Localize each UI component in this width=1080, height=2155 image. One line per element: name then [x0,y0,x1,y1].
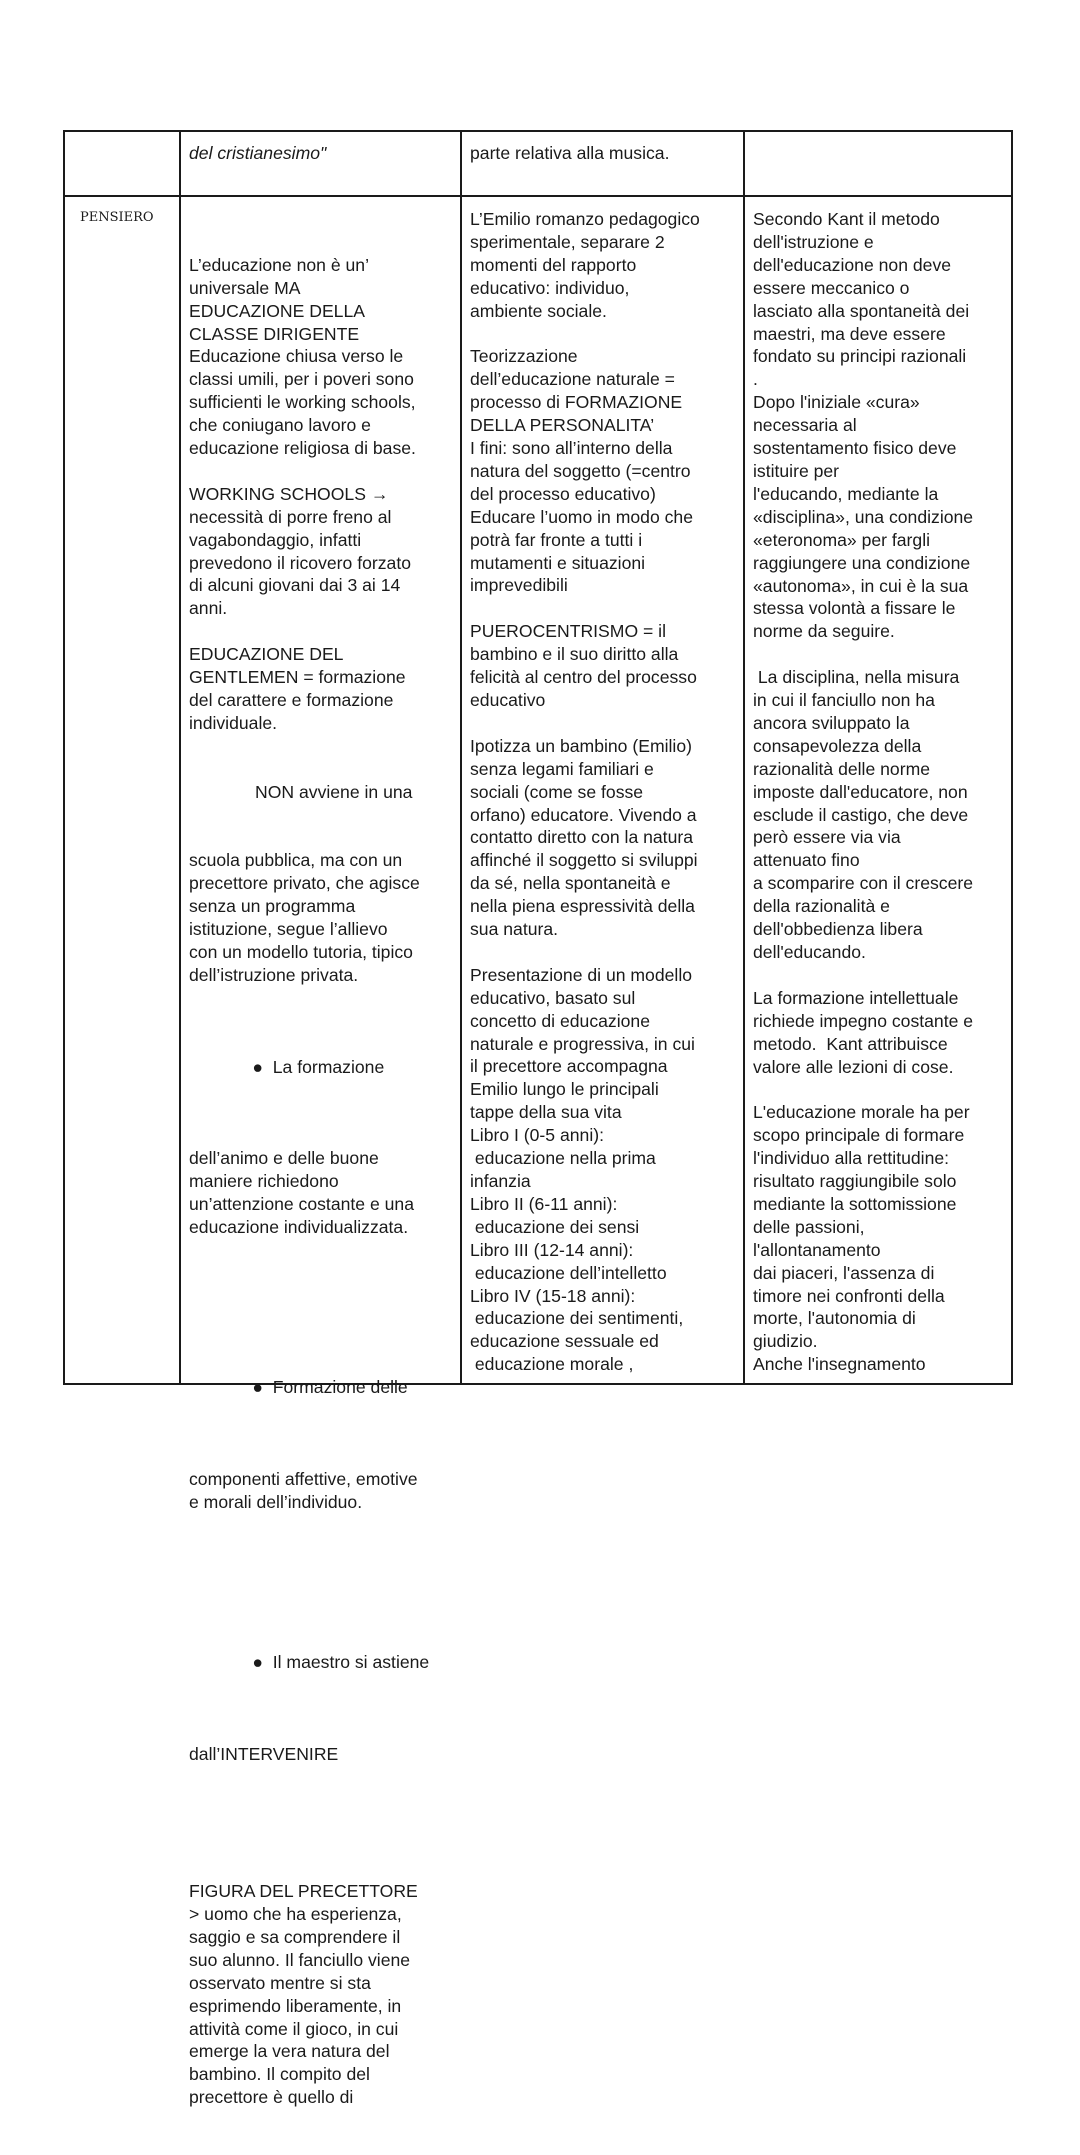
text-line: Presentazione di un modello [470,964,693,985]
text-line: affinché il soggetto si sviluppi [470,850,698,871]
text-line: La disciplina, nella misura [753,667,960,688]
text-line: timore nei confronti della [753,1285,945,1306]
text-line: educazione dei sensi [470,1216,640,1237]
text-line: tappe della sua vita [470,1102,622,1123]
text-line: individuale. [189,712,278,733]
text-line: dai piaceri, l'assenza di [753,1262,935,1283]
text-line: nella piena espressività della [470,896,695,917]
text-line [753,1078,973,1101]
text-line: EDUCAZIONE DEL [189,644,344,665]
text-line: Libro I (0-5 anni): [470,1125,604,1146]
text-line: con un modello tutoria, tipico [189,941,413,962]
text-line: l'individuo alla rettitudine: [753,1148,950,1169]
col1-indented-line: NON avviene in una [255,781,413,802]
table-left-border [63,130,65,1385]
text-line: bambino e il suo diritto alla [470,644,679,665]
bullet-dot: ● [252,1377,273,1398]
text-line: EDUCAZIONE DELLA [189,300,365,321]
text-line: dell'educazione non deve [753,254,952,275]
text-line: educazione religiosa di base. [189,438,416,459]
column-divider-1 [179,130,181,1385]
text-line: precettore è quello di [189,2087,354,2108]
col1-bullet-2-rest [189,1468,429,1514]
text-line: processo di FORMAZIONE [470,392,683,413]
text-line: universale MA [189,277,301,298]
text-line: I fini: sono all’interno della [470,438,673,459]
table-top-border [63,130,1013,132]
text-line: da sé, nella spontaneità e [470,873,671,894]
text-line: vagabondaggio, infatti [189,529,362,550]
bullet-dot: ● [252,1652,273,1673]
text-line [753,964,973,987]
text-line: sperimentale, separare 2 [470,231,665,252]
text-line: dell’animo e delle buone [189,1148,379,1169]
text-line: scuola pubblica, ma con un [189,850,403,871]
text-line: mutamenti e situazioni [470,552,646,573]
text-line: consapevolezza della [753,735,922,756]
text-line: l'allontanamento [753,1239,881,1260]
col2-content [470,208,700,1376]
col3-content [753,208,973,1376]
text-line: il precettore accompagna [470,1056,668,1077]
text-line: richiede impegno costante e [753,1010,974,1031]
text-line: esprimendo liberamente, in [189,1995,402,2016]
text-line: ancora sviluppato la [753,712,910,733]
col1-bullet-1: ● La formazione [252,1056,385,1077]
text-line: senza un programma [189,896,356,917]
col1-paragraphs-a [189,254,429,735]
col1-bullet-3: ● Il maestro si astiene [252,1652,430,1673]
text-line: fondato su principi razionali [753,346,967,367]
text-line: Dopo l'iniziale «cura» [753,392,920,413]
text-line [470,597,700,620]
text-line: felicità al centro del processo [470,667,697,688]
col1-bullet-2: ● Formazione delle [252,1377,408,1398]
text-line: istituzione, segue l’allievo [189,919,388,940]
text-line [470,323,700,346]
text-line: momenti del rapporto [470,254,637,275]
text-line: naturale e progressiva, in cui [470,1033,695,1054]
top-row-col1: del cristianesimo" [189,143,327,163]
text-line: dell'istruzione e [753,231,874,252]
text-line: del processo educativo) [470,483,656,504]
text-line: necessità di porre freno al [189,506,392,527]
text-line: PUEROCENTRISMO = il [470,621,666,642]
text-line: Anche l'insegnamento [753,1354,926,1375]
text-line: Libro IV (15-18 anni): [470,1285,636,1306]
text-line: dell'educando. [753,941,866,962]
text-line: attività come il gioco, in cui [189,2018,399,2039]
text-line: L’Emilio romanzo pedagogico [470,209,700,229]
text-line: esclude il castigo, che deve [753,804,969,825]
text-line: dell’istruzione privata. [189,964,359,985]
text-line: istituire per [753,460,840,481]
text-line: educativo: individuo, [470,277,630,298]
text-line: razionalità delle norme [753,758,931,779]
text-line: maniere richiedono [189,1171,339,1192]
text-line: morte, l'autonomia di [753,1308,916,1329]
col1-bullet-3-rest [189,1743,429,1766]
text-line: sostentamento fisico deve [753,438,957,459]
text-line: risultato raggiungibile solo [753,1171,957,1192]
text-line: della razionalità e [753,896,890,917]
text-line: ambiente sociale. [470,300,607,321]
text-line: necessaria al [753,415,857,436]
text-line: «eteronoma» per fargli [753,529,931,550]
text-line: Secondo Kant il metodo [753,209,940,229]
text-line: imprevedibili [470,575,568,596]
text-line: norme da seguire. [753,621,895,642]
text-line: DELLA PERSONALITA’ [470,415,655,436]
text-line: in cui il fanciullo non ha [753,690,935,711]
text-line: educativo [470,690,546,710]
text-line: L’educazione non è un’ [189,254,370,275]
text-line: componenti affettive, emotive [189,1468,418,1489]
text-line: natura del soggetto (=centro [470,460,691,481]
text-line: che coniugano lavoro e [189,415,371,436]
text-line: di alcuni giovani dai 3 ai 14 [189,575,401,596]
text-line: anni. [189,598,228,619]
text-line: suo alunno. Il fanciullo viene [189,1949,411,1970]
text-line: saggio e sa comprendere il [189,1926,401,1947]
text-line: educazione nella prima [470,1148,656,1169]
text-line: l'educando, mediante la [753,483,939,504]
text-line: a scomparire con il crescere [753,873,973,894]
text-line: attenuato fino [753,850,860,871]
text-line: stessa volontà a fissare le [753,598,956,619]
text-line: educazione sessuale ed [470,1331,659,1352]
text-line: Educare l’uomo in modo che [470,506,693,527]
text-line: metodo. Kant attribuisce [753,1033,948,1054]
text-line: WORKING SCHOOLS → [189,483,389,504]
col1-paragraphs-c [189,1880,429,2109]
text-line: precettore privato, che agisce [189,873,420,894]
text-line: essere meccanico o [753,277,910,298]
text-line [189,620,429,643]
text-line: «autonoma», in cui è la sua [753,575,969,596]
text-line: > uomo che ha esperienza, [189,1903,402,1924]
text-line: dall’INTERVENIRE [189,1743,339,1764]
text-line: La formazione intellettuale [753,987,959,1008]
text-line: imposte dall'educatore, non [753,781,968,802]
text-line: «disciplina», una condizione [753,506,974,527]
text-line: Libro III (12-14 anni): [470,1239,634,1260]
text-line: scopo principale di formare [753,1125,965,1146]
col1-bullet-1-rest [189,1147,429,1239]
text-line: giudizio. [753,1331,818,1352]
row-label-pensiero: PENSIERO [80,210,154,225]
text-line: Emilio lungo le principali [470,1079,659,1100]
text-line: del carattere e formazione [189,690,394,710]
text-line: lasciato alla spontaneità dei [753,300,970,321]
text-line: Teorizzazione [470,346,578,367]
table-right-border [1011,130,1013,1385]
text-line: Ipotizza un bambino (Emilio) [470,735,692,756]
text-line [189,460,429,483]
text-line: osservato mentre si sta [189,1972,371,1993]
text-line: bambino. Il compito del [189,2064,370,2085]
text-line: GENTLEMEN = formazione [189,667,406,688]
text-line [470,712,700,735]
text-line: un’attenzione costante e una [189,1193,414,1214]
text-line: contatto diretto con la natura [470,827,693,848]
text-line: mediante la sottomissione [753,1193,957,1214]
text-line: educazione dell’intelletto [470,1262,667,1283]
text-line: classi umili, per i poveri sono [189,369,414,390]
text-line: CLASSE DIRIGENTE [189,323,360,344]
col1-content [189,208,429,2155]
text-line: senza legami familiari e [470,758,654,779]
text-line: educazione morale , [470,1354,634,1375]
row-divider [63,195,1013,197]
text-line: dell'obbedienza libera [753,919,923,940]
text-line [753,643,973,666]
text-line: orfano) educatore. Vivendo a [470,804,697,825]
text-line: e morali dell’individuo. [189,1491,363,1512]
text-line: maestri, ma deve essere [753,323,946,344]
text-line: però essere via via [753,827,901,848]
text-line: educazione individualizzata. [189,1216,409,1237]
text-line: educazione dei sentimenti, [470,1308,684,1329]
col1-paragraphs-b [189,849,429,986]
text-line: infanzia [470,1171,531,1191]
column-divider-3 [743,130,745,1385]
bullet-dot: ● [252,1056,273,1077]
text-line: potrà far fronte a tutti i [470,529,643,550]
text-line: FIGURA DEL PRECETTORE [189,1881,418,1902]
text-line: educativo, basato sul [470,987,636,1008]
text-line: prevedono il ricovero forzato [189,552,411,573]
text-line: sufficienti le working schools, [189,392,416,413]
text-line: L'educazione morale ha per [753,1102,970,1123]
text-line: Libro II (6-11 anni): [470,1193,618,1214]
text-line: raggiungere una condizione [753,552,971,573]
text-line: Educazione chiusa verso le [189,346,404,367]
text-line: sua natura. [470,919,559,940]
text-line: emerge la vera natura del [189,2041,390,2062]
text-line: delle passioni, [753,1216,865,1237]
text-line: sociali (come se fosse [470,781,644,802]
column-divider-2 [460,130,462,1385]
top-row-col2: parte relativa alla musica. [470,143,670,163]
text-line [470,941,700,964]
text-line: . [753,369,758,390]
text-line: valore alle lezioni di cose. [753,1056,954,1077]
text-line: dell’educazione naturale = [470,369,675,390]
text-line: concetto di educazione [470,1010,650,1031]
